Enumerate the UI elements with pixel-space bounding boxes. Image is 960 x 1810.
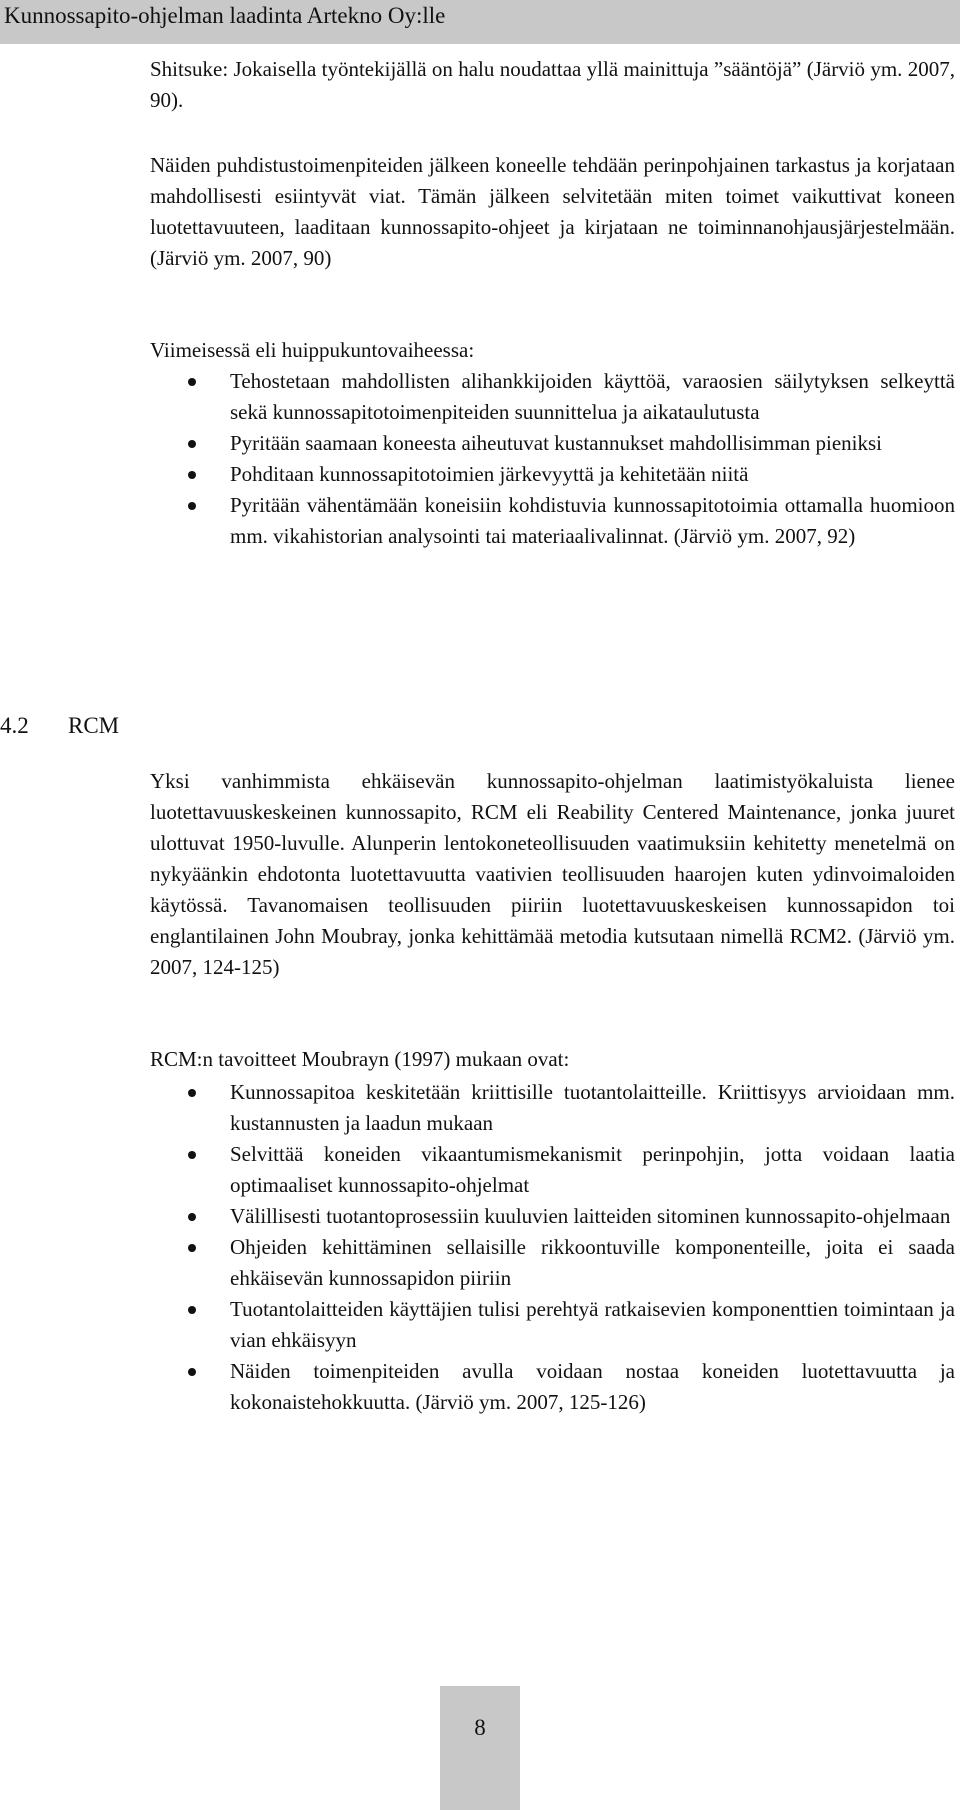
- paragraph-rcm: [150, 766, 955, 983]
- list-item-text: Selvittää koneiden vikaantumismekanismit perinpohjin, jotta voidaan laatia optimaaliset kunnossapito-ohjelmat: [230, 1142, 955, 1197]
- bullet-icon: [188, 1306, 196, 1314]
- bullet-list-rcm-goals: [150, 1077, 955, 1418]
- list-intro-text: Viimeisessä eli huippukuntovaiheessa:: [150, 338, 475, 362]
- list-item: [150, 1232, 955, 1294]
- paragraph-text: Yksi vanhimmista ehkäisevän kunnossapito-ohjelman laatimistyökaluista lienee luotettavuuskeskeinen kunnossapito, RCM eli Reability Centered Maintenance, jonka juuret ulottuvat 1950-luvulle. Alunperin lentokoneteollisuuden vaatimuksiin kehitetty menetelmä on nykyäänkin ehdotonta luotettavuutta vaativien teollisuuden haarojen kuten ydinvoimaloiden käytössä. Tavanomaisen teollisuuden piiriin luotettavuuskeskeisen kunnossapidon toi englantilainen John Moubray, jonka kehittämää metodia kutsutaan nimellä RCM2. (Järviö ym. 2007, 124-125): [150, 769, 955, 979]
- bullet-icon: [188, 1089, 196, 1097]
- list-item: [150, 1077, 955, 1139]
- bullet-icon: [188, 471, 196, 479]
- list-item-text: Näiden toimenpiteiden avulla voidaan nostaa koneiden luotettavuutta ja kokonaistehokkuutta. (Järviö ym. 2007, 125-126): [230, 1359, 955, 1414]
- bullet-icon: [188, 440, 196, 448]
- page-number: 8: [474, 1715, 486, 1740]
- list-item-text: Välillisesti tuotantoprosessiin kuuluvien laitteiden sitominen kunnossapito-ohjelmaan: [230, 1204, 951, 1228]
- list-intro-rcm-goals: [150, 1044, 955, 1075]
- list-item-text: Pohditaan kunnossapitotoimien järkevyyttä ja kehitetään niitä: [230, 462, 749, 486]
- list-item-text: Pyritään saamaan koneesta aiheutuvat kustannukset mahdollisimman pieniksi: [230, 431, 883, 455]
- list-item: [150, 428, 955, 459]
- list-item-text: Tehostetaan mahdollisten alihankkijoiden käyttöä, varaosien säilytyksen selkeyttä sekä kunnossapitotoimenpiteiden suunnittelua ja aikataulutusta: [230, 369, 955, 424]
- list-item: [150, 490, 955, 552]
- paragraph-shitsuke: [150, 54, 955, 116]
- list-item-text: Ohjeiden kehittäminen sellaisille rikkoontuville komponenteille, joita ei saada ehkäisevän kunnossapidon piiriin: [230, 1235, 955, 1290]
- paragraph-inspection: [150, 150, 955, 274]
- page-footer: [440, 1686, 520, 1810]
- bullet-icon: [188, 1244, 196, 1252]
- bullet-list-peak-condition: [150, 366, 955, 552]
- list-item-text: Pyritään vähentämään koneisiin kohdistuvia kunnossapitotoimia ottamalla huomioon mm. vikahistorian analysointi tai materiaalivalinnat. (Järviö ym. 2007, 92): [230, 493, 955, 548]
- list-item: [150, 1139, 955, 1201]
- section-title: RCM: [68, 713, 120, 738]
- section-heading: [0, 710, 119, 741]
- paragraph-text: Shitsuke: Jokaisella työntekijällä on halu noudattaa yllä mainittuja ”sääntöjä” (Järviö ym. 2007, 90).: [150, 57, 955, 112]
- list-item: [150, 366, 955, 428]
- running-header: [0, 0, 960, 44]
- list-item: [150, 1201, 955, 1232]
- bullet-icon: [188, 502, 196, 510]
- header-title: Kunnossapito-ohjelman laadinta Artekno Oy:lle: [4, 3, 446, 28]
- list-item: [150, 1294, 955, 1356]
- bullet-icon: [188, 378, 196, 386]
- list-item-text: Kunnossapitoa keskitetään kriittisille tuotantolaitteille. Kriittisyys arvioidaan mm. kustannusten ja laadun mukaan: [230, 1080, 955, 1135]
- list-item: [150, 1356, 955, 1418]
- bullet-icon: [188, 1213, 196, 1221]
- list-intro-text: RCM:n tavoitteet Moubrayn (1997) mukaan ovat:: [150, 1047, 570, 1071]
- bullet-icon: [188, 1151, 196, 1159]
- list-intro-peak-condition: [150, 335, 955, 366]
- bullet-icon: [188, 1368, 196, 1376]
- paragraph-text: Näiden puhdistustoimenpiteiden jälkeen koneelle tehdään perinpohjainen tarkastus ja korjataan mahdollisesti esiintyvät viat. Tämän jälkeen selvitetään miten toimet vaikuttivat koneen luotettavuuteen, laaditaan kunnossapito-ohjeet ja kirjataan ne toiminnanohjausjärjestelmään. (Järviö ym. 2007, 90): [150, 153, 955, 270]
- list-item-text: Tuotantolaitteiden käyttäjien tulisi perehtyä ratkaisevien komponenttien toimintaan ja vian ehkäisyyn: [230, 1297, 955, 1352]
- list-item: [150, 459, 955, 490]
- section-number: 4.2: [0, 713, 29, 738]
